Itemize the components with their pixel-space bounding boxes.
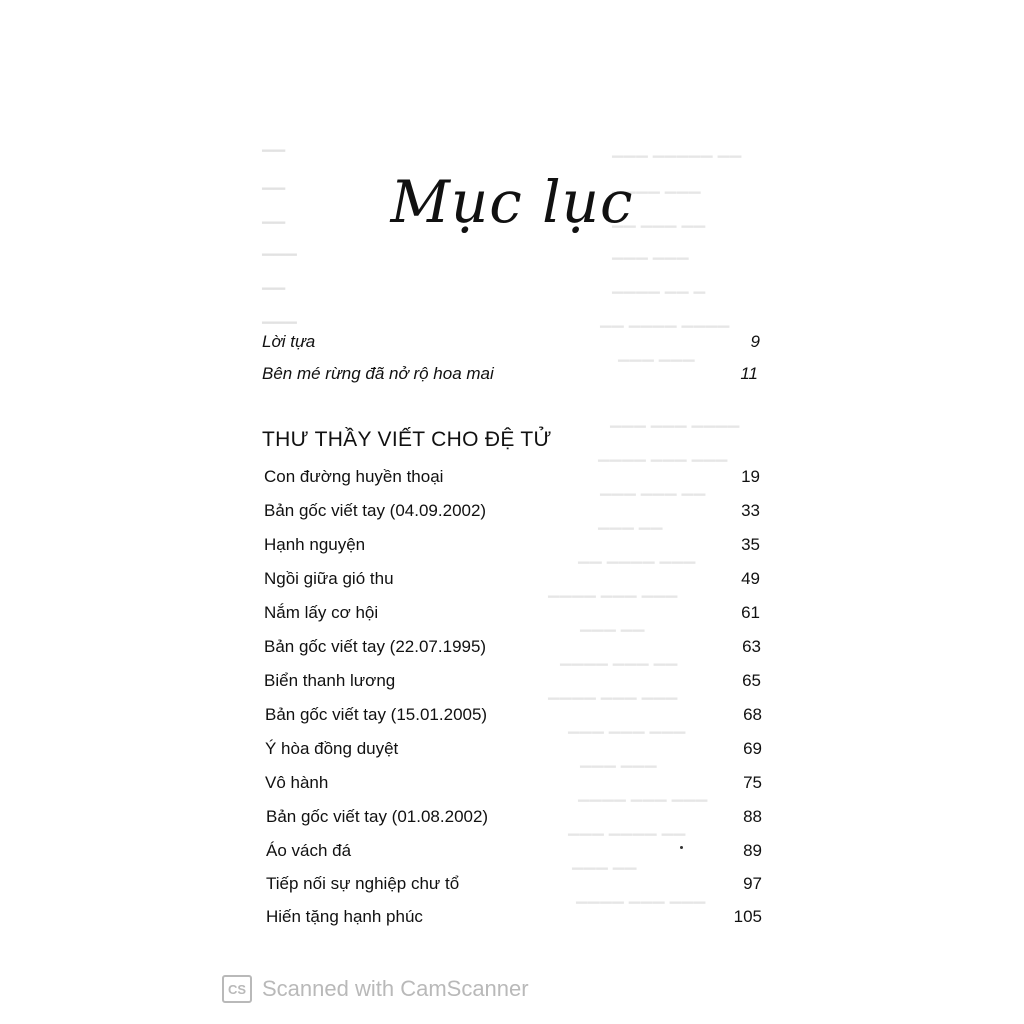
watermark-text: Scanned with CamScanner: [262, 976, 529, 1001]
toc-entry: [266, 803, 762, 831]
toc-entry-label: Hiến tặng hạnh phúc: [266, 907, 423, 926]
toc-entry: [264, 633, 761, 661]
toc-entry: [264, 497, 760, 525]
camscanner-cs-icon: CS: [222, 975, 252, 1003]
toc-entry: [264, 667, 761, 695]
toc-entry-label: Ý hòa đồng duyệt: [265, 739, 399, 758]
toc-entry-page: 35: [741, 535, 760, 554]
toc-entry: [264, 599, 760, 627]
toc-entry-label: Nắm lấy cơ hội: [264, 603, 379, 622]
toc-entry-label: Biển thanh lương: [264, 671, 396, 690]
toc-entry-label: Hạnh nguyện: [264, 535, 366, 554]
toc-entry-label: Lời tựa: [262, 332, 316, 351]
toc-entry-page: 9: [750, 332, 760, 351]
toc-entry-label: Con đường huyền thoại: [264, 467, 444, 486]
toc-entry-label: Bản gốc viết tay (22.07.1995): [264, 637, 487, 656]
toc-entry-page: 65: [742, 671, 761, 690]
toc-entry-label: Bản gốc viết tay (01.08.2002): [266, 807, 489, 826]
toc-entry-page: 49: [741, 569, 760, 588]
toc-entry-label: Bản gốc viết tay (04.09.2002): [264, 501, 487, 520]
toc-entry: [264, 463, 760, 491]
toc-entry: [266, 903, 762, 931]
toc-entry-label: Vô hành: [265, 773, 329, 792]
toc-entry-page: 68: [743, 705, 762, 724]
toc-entry: [266, 837, 762, 865]
toc-entry-label: Bản gốc viết tay (15.01.2005): [265, 705, 488, 724]
toc-entry: [262, 328, 762, 356]
toc-entry-page: 33: [741, 501, 760, 520]
toc-entry: [262, 360, 760, 388]
toc-entry-page: 89: [743, 841, 762, 860]
scanned-page: ▁▁ ▁▁ ▁▁ ▁▁▁ ▁▁ ▁▁▁ ▁▁▁ ▁▁▁▁▁ ▁▁ ▁▁▁▁ ▁▁▁ ▁▁ ▁▁▁ ▁▁ ▁▁▁ ▁▁▁ ▁▁▁▁ ▁▁ ▁ ▁▁ ▁▁▁▁ ▁▁▁▁ ▁▁▁ ▁▁▁ ▁▁▁ ▁▁▁ ▁▁▁▁ ▁▁▁▁ ▁▁▁ ▁▁▁ ▁▁▁ ▁▁▁ ▁▁ ▁▁▁ ▁▁ ▁▁ ▁▁▁▁ ▁▁▁ ▁▁▁▁ ▁▁▁ ▁▁▁ ▁▁▁ ▁▁ ▁▁▁▁ ▁▁▁ ▁▁ ▁▁▁▁ ▁▁▁ ▁▁▁ ▁▁▁ ▁▁▁ ▁▁▁ ▁▁▁ ▁▁▁ ▁▁▁▁ ▁▁▁ ▁▁▁ ▁▁▁ ▁▁▁▁ ▁▁ ▁▁▁ ▁▁ ▁▁▁▁ ▁▁▁ ▁▁▁ Mục lục Lời tựa 9 Bên mé rừng đã nở rộ hoa mai 11 THƯ THẦY VIẾT CHO ĐỆ TỬ Con đường huyền thoại 19 Bản gốc viết tay (04.09.2002) 33 Hạnh nguyện 35 Ngồi giữa gió thu 49 Nắm lấy cơ hội 61 Bản gốc viết tay (22.07.1995) 63 Biển thanh lương 65 Bản gốc viết tay (15.01.2005) 68 Ý hòa đồng duyệt 69 Vô hành 75 Bản gốc viết tay (01.08.2002) 88 Áo vách đá 89 Tiếp nối sự nghiệp chư tổ 97 Hiến tặng hạnh phúc 105 CS Scanned with CamScanner: [0, 0, 1024, 1024]
toc-entry-label: Bên mé rừng đã nở rộ hoa mai: [262, 364, 494, 383]
camscanner-watermark: [222, 972, 529, 1006]
toc-entry-page: 61: [741, 603, 760, 622]
toc-entry-page: 19: [741, 467, 760, 486]
toc-entry: [265, 735, 762, 763]
toc-entry-label: Áo vách đá: [266, 841, 352, 860]
scan-speck: [680, 846, 683, 849]
toc-entry-page: 105: [733, 907, 762, 926]
toc-entry-page: 69: [743, 739, 762, 758]
section-heading: THƯ THẦY VIẾT CHO ĐỆ TỬ: [262, 428, 552, 451]
toc-entry-page: 75: [743, 773, 762, 792]
toc-entry: [265, 701, 762, 729]
toc-entry-page: 97: [743, 874, 762, 893]
toc-entry-page: 63: [742, 637, 761, 656]
toc-entry-label: Ngồi giữa gió thu: [264, 569, 394, 588]
toc-entry: [264, 565, 760, 593]
toc-entry-label: Tiếp nối sự nghiệp chư tổ: [266, 874, 460, 893]
page-title: Mục lục: [390, 168, 634, 236]
toc-entry: [266, 870, 762, 898]
toc-entry: [265, 769, 762, 797]
toc-entry-page: 11: [740, 364, 758, 383]
toc-entry: [264, 531, 760, 559]
toc-entry-page: 88: [743, 807, 762, 826]
